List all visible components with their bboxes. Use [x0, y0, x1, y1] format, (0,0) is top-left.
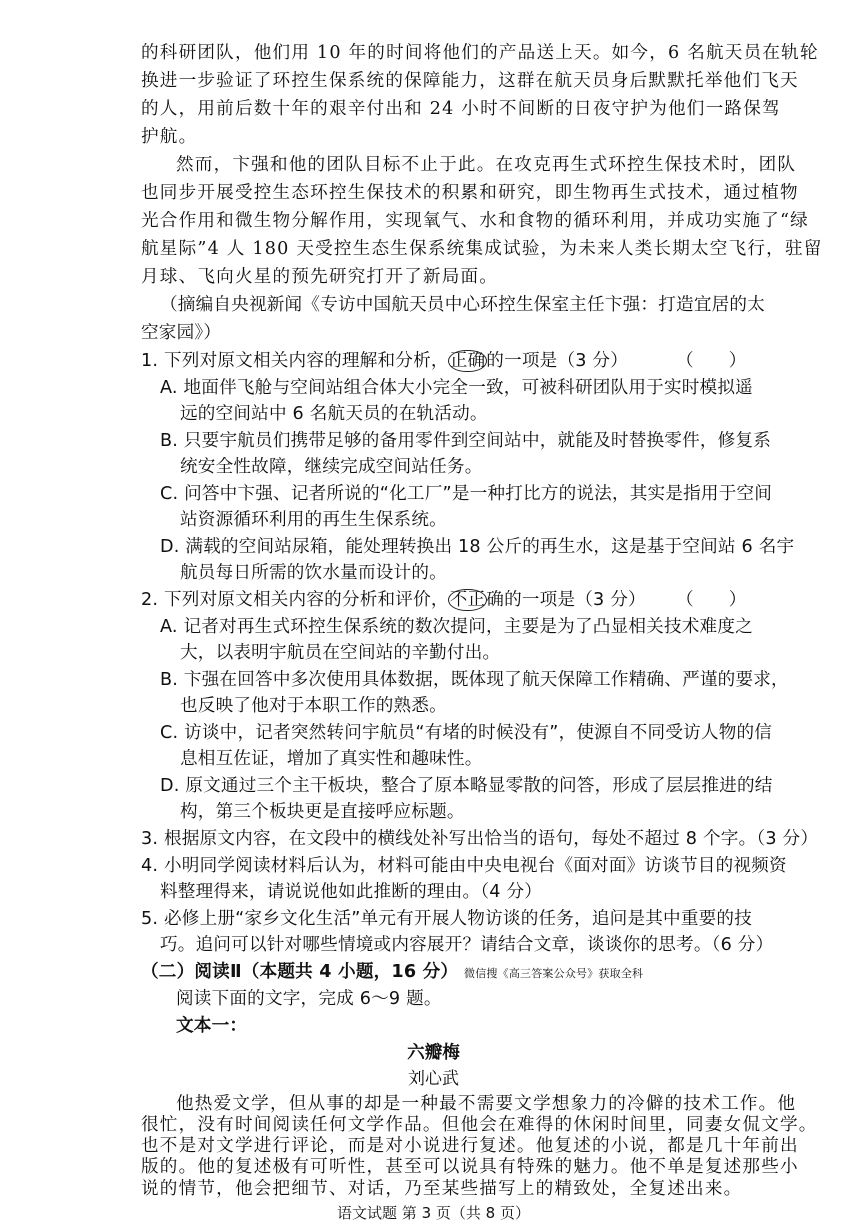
q1-option-a-line-2: 远的空间站中 6 名航天员的在轨活动。	[180, 404, 488, 424]
q1-option-b-line-1: B. 只要宇航员们携带足够的备用零件到空间站中，就能及时替换零件，修复系	[160, 431, 772, 451]
q2-option-a-line-2: 大，以表明宇航员在空间站的辛勤付出。	[180, 643, 501, 663]
q2-option-a-line-1: A. 记者对再生式环控生保系统的数次提问，主要是为了凸显相关技术难度之	[160, 617, 753, 637]
q2-option-c-line-2: 息相互佐证，增加了真实性和趣味性。	[180, 749, 483, 769]
q2-option-b-line-1: B. 卞强在回答中多次使用具体数据，既体现了航天保障工作精确、严谨的要求，	[160, 670, 789, 690]
q1-option-d-line-1: D. 满载的空间站尿箱，能处理转换出 18 公斤的再生水，这是基于空间站 6 名宇	[160, 537, 795, 557]
q3-stem: 3. 根据原文内容，在文段中的横线处补写出恰当的语句，每处不超过 8 个字。（3 分）	[141, 829, 819, 849]
article-line-1: 的科研团队，他们用 10 年的时间将他们的产品送上天。如今，6 名航天员在轨轮	[141, 43, 819, 63]
q2-stem	[141, 587, 646, 613]
q2-answer-bracket[interactable]: （ ）	[676, 590, 747, 610]
q1-answer-bracket[interactable]: （ ）	[676, 351, 747, 371]
story-line-1: 他热爱文学，但从事的却是一种最不需要文学想象力的冷僻的技术工作。他	[176, 1094, 797, 1114]
q1-option-d-line-2: 航员每日所需的饮水量而设计的。	[180, 563, 447, 583]
article-line-5: 然而，卞强和他的团队目标不止于此。在攻克再生式环控生保技术时，团队	[176, 155, 797, 175]
q2-option-d-line-1: D. 原文通过三个主干板块，整合了原本略显零散的问答，形成了层层推进的结	[160, 776, 773, 796]
story-line-5: 说的情节，他会把细节、对话，乃至某些描写上的精致处，全复述出来。	[141, 1179, 743, 1199]
section-2-title: （二）阅读Ⅱ（本题共 4 小题，16 分）	[141, 962, 459, 982]
text-one-label: 文本一：	[176, 1016, 248, 1036]
q4-stem-line-2: 料整理得来，请说说他如此推断的理由。（4 分）	[160, 882, 543, 902]
q1-stem-mark: 正确	[449, 351, 486, 371]
section-2-instruction: 阅读下面的文字，完成 6～9 题。	[176, 989, 442, 1009]
article-line-9: 月球、飞向火星的预先研究打开了新局面。	[141, 267, 499, 287]
q1-stem-a: 1. 下列对原文相关内容的理解和分析，	[141, 351, 449, 371]
q5-stem-line-2: 巧。追问可以针对哪些情境或内容展开？请结合文章，谈谈你的思考。（6 分）	[160, 935, 774, 955]
article-line-2: 换进一步验证了环控生保系统的保障能力，这群在航天员身后默默托举他们飞天	[141, 71, 799, 91]
source-note-line-1: （摘编自央视新闻《专访中国航天员中心环控生保室主任卞强：打造宜居的太	[160, 295, 765, 315]
q1-option-c-line-2: 站资源循环利用的再生生保系统。	[180, 510, 447, 530]
story-title: 六瓣梅	[407, 1043, 460, 1063]
story-line-4: 版的。他的复述极有可听性，甚至可以说具有特殊的魅力。他不单是复述那些小	[141, 1157, 799, 1177]
q1-option-b-line-2: 统安全性故障，继续完成空间站任务。	[180, 457, 483, 477]
q2-option-d-line-2: 构，第三个板块更是直接呼应标题。	[180, 802, 465, 822]
section-2-heading	[141, 959, 643, 987]
section-2-watermark: 微信搜《高三答案公众号》获取全科	[464, 967, 644, 980]
article-line-3: 的人，用前后数十年的艰辛付出和 24 小时不间断的日夜守护为他们一路保驾	[141, 99, 781, 119]
story-line-3: 也不是对文学进行评论，而是对小说进行复述。他复述的小说，都是几十年前出	[141, 1136, 799, 1156]
article-line-4: 护航。	[141, 127, 198, 147]
q5-stem-line-1: 5. 必修上册“家乡文化生活”单元有开展人物访谈的任务，追问是其中重要的技	[141, 909, 753, 929]
story-line-2: 很忙，没有时间阅读任何文学作品。但他会在难得的休闲时间里，同妻女侃文学。	[141, 1115, 818, 1135]
q1-stem	[141, 348, 628, 374]
article-line-8: 航星际”4 人 180 天受控生态生保系统集成试验，为未来人类长期太空飞行，驻留	[141, 239, 823, 259]
page-footer: 语文试题 第 3 页（共 8 页）	[337, 1204, 530, 1222]
q2-stem-a: 2. 下列对原文相关内容的分析和评价，	[141, 590, 449, 610]
article-line-6: 也同步开展受控生态环控生保技术的积累和研究，即生物再生式技术，通过植物	[141, 183, 799, 203]
source-note-line-2: 空家园》）	[141, 323, 222, 343]
story-author: 刘心武	[408, 1069, 459, 1089]
q2-stem-b: 确的一项是（3 分）	[486, 590, 646, 610]
q1-stem-b: 的一项是（3 分）	[486, 351, 629, 371]
q4-stem-line-1: 4. 小明同学阅读材料后认为，材料可能由中央电视台《面对面》访谈节目的视频资	[141, 856, 787, 876]
q2-stem-mark: 不正	[449, 590, 486, 610]
q2-option-c-line-1: C. 访谈中，记者突然转问宇航员“有堵的时候没有”，使源自不同受访人物的信	[160, 723, 773, 743]
q1-option-c-line-1: C. 问答中卞强、记者所说的“化工厂”是一种打比方的说法，其实是指用于空间	[160, 484, 773, 504]
article-line-7: 光合作用和微生物分解作用，实现氧气、水和食物的循环利用，并成功实施了“绿	[141, 211, 809, 231]
q1-option-a-line-1: A. 地面伴飞舱与空间站组合体大小完全一致，可被科研团队用于实时模拟遥	[160, 378, 753, 398]
q2-option-b-line-2: 也反映了他对于本职工作的熟悉。	[180, 696, 447, 716]
